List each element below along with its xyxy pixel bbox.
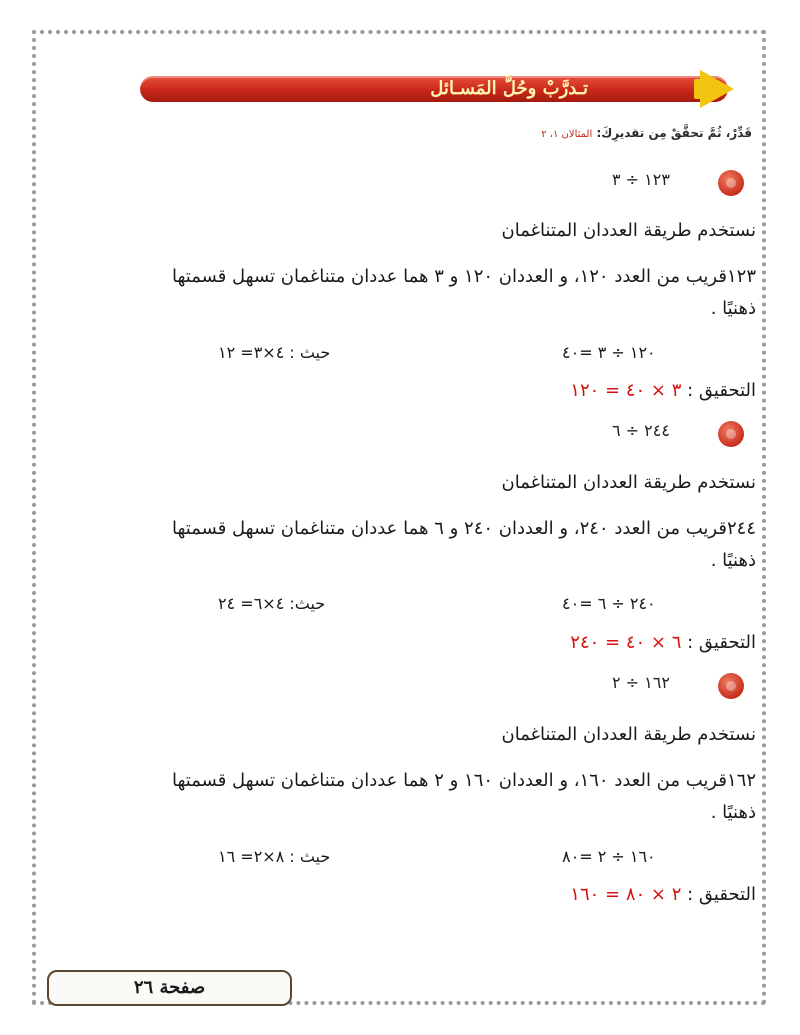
problem-1-where: حيث : ٤×٣= ١٢ (218, 343, 331, 362)
problem-2-explanation-1: ٢٤٤قريب من العدد ٢٤٠، و العددان ٢٤٠ و ٦ هما عددان متناغمان تسهل قسمتها (172, 518, 756, 539)
page-number-box (47, 970, 292, 1006)
problem-2-check (570, 632, 756, 653)
problem-1-check (570, 380, 756, 401)
question-badge-icon (718, 421, 744, 447)
problem-1-check-label: التحقيق : (687, 380, 756, 401)
problem-2-explanation-2: ذهنيًا . (710, 550, 756, 571)
problem-1-method: نستخدم طريقة العددان المتناغمان (501, 220, 756, 241)
problem-2-where: حيث: ٤×٦= ٢٤ (218, 594, 326, 613)
problem-1-explanation-1: ١٢٣قريب من العدد ١٢٠، و العددان ١٢٠ و ٣ هما عددان متناغمان تسهل قسمتها (172, 266, 756, 287)
problem-3-explanation-2: ذهنيًا . (710, 802, 756, 823)
problem-3-check-value: ٢ × ٨٠ = ١٦٠ (570, 884, 682, 905)
problem-2-method: نستخدم طريقة العددان المتناغمان (501, 472, 756, 493)
banner-title: تـدرَّبْ وحُلَّ المَسـائل (430, 78, 588, 99)
problem-3-explanation-1: ١٦٢قريب من العدد ١٦٠، و العددان ١٦٠ و ٢ هما عددان متناغمان تسهل قسمتها (172, 770, 756, 791)
problem-2-calculation: ٢٤٠ ÷ ٦ =٤٠ (562, 594, 656, 613)
problem-2-check-value: ٦ × ٤٠ = ٢٤٠ (570, 632, 682, 653)
problem-3-calculation: ١٦٠ ÷ ٢ =٨٠ (562, 847, 656, 866)
problem-1-calculation: ١٢٠ ÷ ٣ =٤٠ (562, 343, 656, 362)
question-badge-icon (718, 673, 744, 699)
problem-3-expression: ١٦٢ ÷ ٢ (612, 673, 670, 692)
problem-1-expression: ١٢٣ ÷ ٣ (612, 170, 670, 189)
instruction-reference: المثالان ١، ٢ (541, 129, 593, 140)
instruction (541, 126, 752, 140)
instruction-text: قَدِّرْ، ثُمَّ تحقَّقْ مِن تقديرِكَ: (596, 126, 752, 140)
problem-2-check-label: التحقيق : (687, 632, 756, 653)
banner-arrow-icon (700, 70, 734, 108)
problem-3-where: حيث : ٨×٢= ١٦ (218, 847, 331, 866)
problem-3-check-label: التحقيق : (687, 884, 756, 905)
question-badge-icon (718, 170, 744, 196)
section-banner (140, 76, 728, 102)
problem-3-method: نستخدم طريقة العددان المتناغمان (501, 724, 756, 745)
page-number: صفحة ٢٦ (133, 977, 206, 998)
problem-1-check-value: ٣ × ٤٠ = ١٢٠ (570, 380, 682, 401)
problem-3-check (570, 884, 756, 905)
problem-2-expression: ٢٤٤ ÷ ٦ (612, 421, 670, 440)
problem-1-explanation-2: ذهنيًا . (710, 298, 756, 319)
